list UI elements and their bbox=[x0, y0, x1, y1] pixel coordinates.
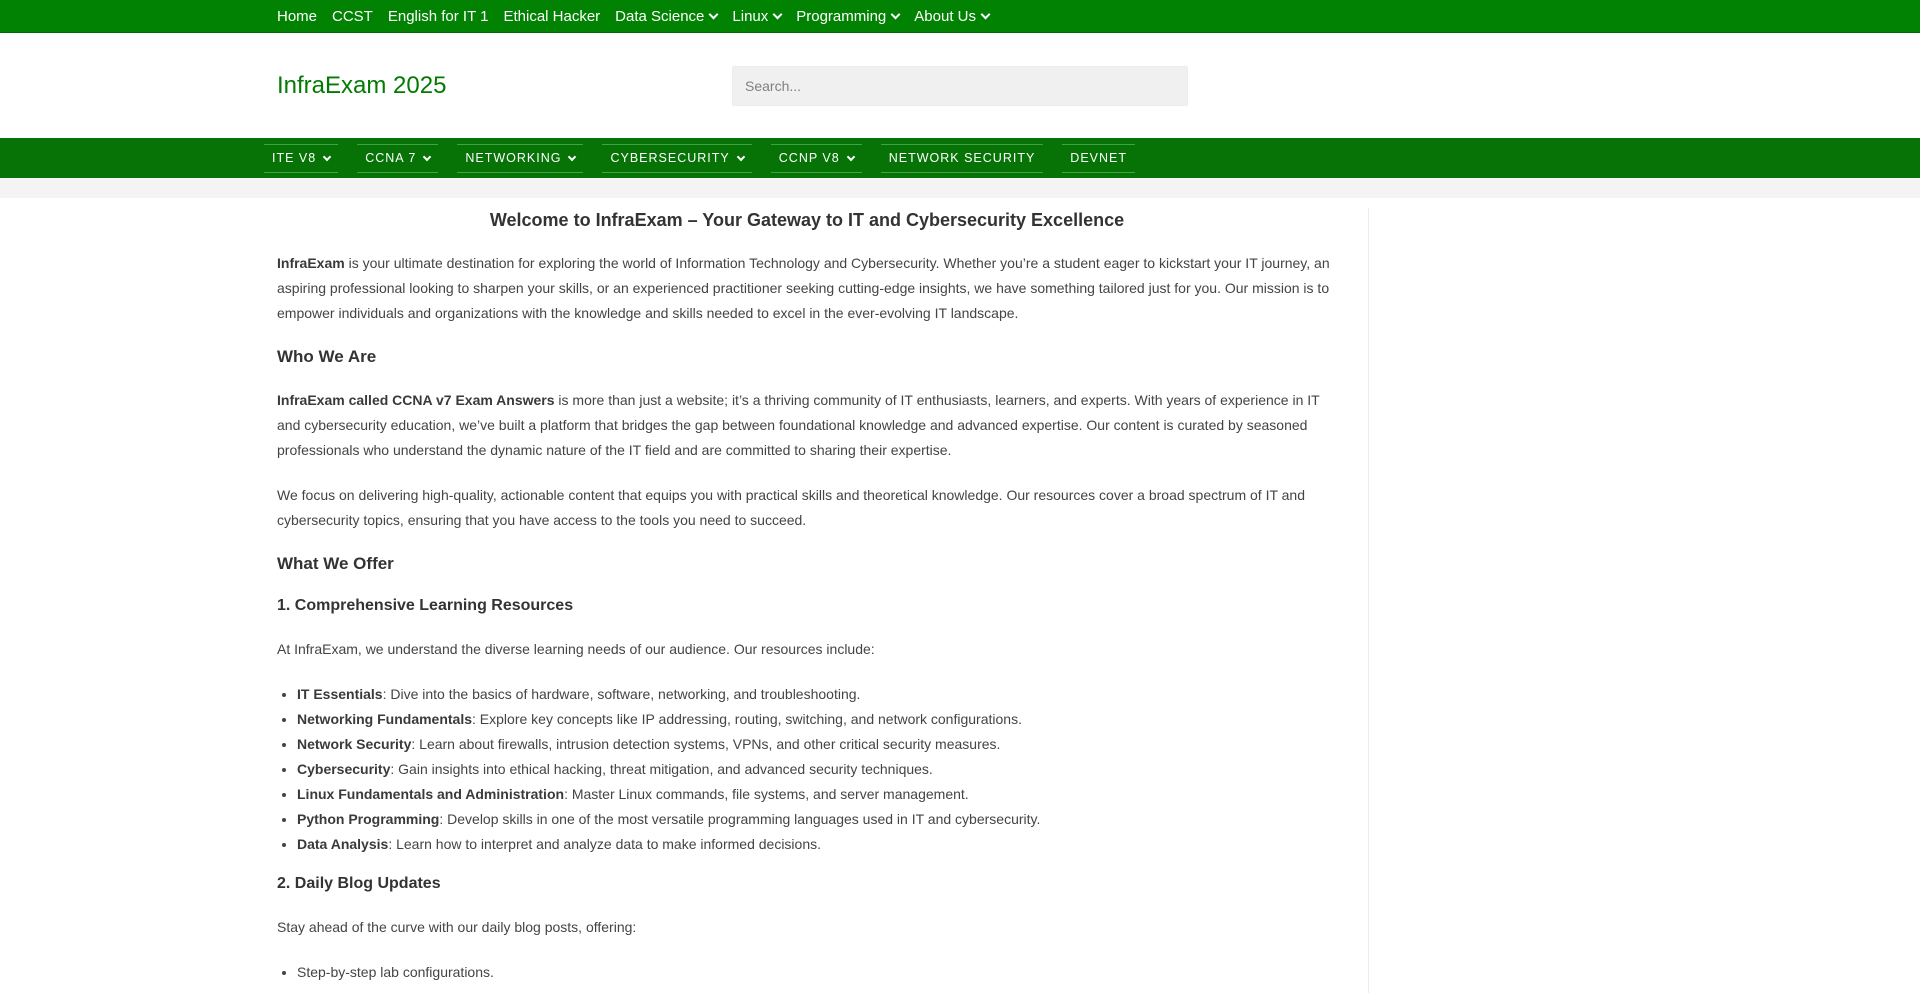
list-item bbox=[297, 782, 1337, 807]
who-we-are-paragraph-2: We focus on delivering high-quality, actionable content that equips you with practical skills and theoretical knowledge. Our resources cover a broad spectrum of IT and cybersecurity topics, ensuring that you have access to the tools you need to succeed. bbox=[277, 487, 1306, 528]
who-we-are-paragraph-1 bbox=[277, 388, 1337, 463]
site-header bbox=[0, 34, 1920, 138]
list-item-text: : Develop skills in one of the most versatile programming languages used in IT and cybersecurity. bbox=[439, 811, 1041, 827]
list-item bbox=[297, 832, 1337, 857]
list-item bbox=[297, 757, 1337, 782]
top-nav-data-science[interactable] bbox=[615, 8, 717, 25]
top-nav-about-us[interactable] bbox=[914, 8, 989, 25]
list-item-text: : Master Linux commands, file systems, and server management. bbox=[564, 786, 969, 802]
list-item-bold: IT Essentials bbox=[297, 686, 383, 702]
list-item-text: : Learn about firewalls, intrusion detection systems, VPNs, and other critical security measures. bbox=[411, 736, 1001, 752]
top-nav-label: Data Science bbox=[615, 8, 705, 25]
main-nav-label: ITE V8 bbox=[272, 151, 317, 165]
top-nav-ethical-hacker[interactable] bbox=[503, 8, 600, 25]
section-2-intro: Stay ahead of the curve with our daily blog posts, offering: bbox=[277, 919, 637, 935]
top-nav-label: Home bbox=[277, 8, 318, 25]
section-2-heading: 2. Daily Blog Updates bbox=[277, 875, 441, 892]
top-nav-english-for-it[interactable] bbox=[388, 8, 489, 25]
top-nav-linux[interactable] bbox=[732, 8, 781, 25]
main-nav-label: CCNA 7 bbox=[365, 151, 417, 165]
chevron-down-icon bbox=[737, 153, 745, 161]
who-we-are-heading: Who We Are bbox=[277, 347, 377, 366]
list-item-text: : Dive into the basics of hardware, software, networking, and troubleshooting. bbox=[382, 686, 861, 702]
main-nav-devnet[interactable] bbox=[1062, 144, 1135, 173]
list-item-text: : Learn how to interpret and analyze data to make informed decisions. bbox=[388, 836, 822, 852]
main-nav-label: CCNP V8 bbox=[778, 151, 840, 165]
list-item bbox=[297, 732, 1337, 757]
top-nav-ccst[interactable] bbox=[332, 8, 373, 25]
page-title: Welcome to InfraExam – Your Gateway to IT and Cybersecurity Excellence bbox=[489, 210, 1125, 230]
who-we-are-bold: InfraExam called CCNA v7 Exam Answers bbox=[277, 392, 555, 408]
list-item-bold: Python Programming bbox=[297, 811, 440, 827]
sidebar-divider bbox=[1368, 208, 1369, 993]
main-nav-ite-v8[interactable] bbox=[264, 144, 338, 173]
site-title[interactable]: InfraExam 2025 bbox=[277, 72, 447, 99]
top-bar bbox=[0, 0, 1920, 33]
top-nav-label: CCST bbox=[332, 8, 373, 25]
top-nav-label: Ethical Hacker bbox=[503, 8, 601, 25]
intro-bold: InfraExam bbox=[277, 255, 345, 271]
chevron-down-icon bbox=[709, 10, 719, 20]
list-item-bold: Network Security bbox=[297, 736, 412, 752]
list-item-text: : Gain insights into ethical hacking, threat mitigation, and advanced security techniques. bbox=[390, 761, 933, 777]
chevron-down-icon bbox=[891, 10, 901, 20]
top-nav-label: Programming bbox=[796, 8, 887, 25]
header-spacer-band bbox=[0, 178, 1920, 198]
top-nav-label: About Us bbox=[914, 8, 976, 25]
main-nav-label: NETWORK SECURITY bbox=[888, 151, 1036, 165]
list-item-bold: Data Analysis bbox=[297, 836, 389, 852]
chevron-down-icon bbox=[323, 153, 331, 161]
main-nav-networking[interactable] bbox=[457, 144, 583, 173]
what-we-offer-heading: What We Offer bbox=[277, 554, 394, 573]
list-item-bold: Networking Fundamentals bbox=[297, 711, 473, 727]
section-1-intro: At InfraExam, we understand the diverse learning needs of our audience. Our resources include: bbox=[277, 641, 875, 657]
article-content bbox=[277, 207, 1337, 1001]
section-1-heading: 1. Comprehensive Learning Resources bbox=[277, 597, 574, 614]
list-item bbox=[297, 807, 1337, 832]
main-nav bbox=[0, 138, 1920, 178]
main-nav-label: DEVNET bbox=[1070, 151, 1127, 165]
list-item-bold: Cybersecurity bbox=[297, 761, 391, 777]
list-item bbox=[297, 682, 1337, 707]
chevron-down-icon bbox=[981, 10, 991, 20]
chevron-down-icon bbox=[568, 153, 576, 161]
main-nav-cybersecurity[interactable] bbox=[602, 144, 751, 173]
resources-list bbox=[297, 682, 1337, 857]
who-we-are-text: is more than just a website; it’s a thriving community of IT enthusiasts, learners, and experts. With years of experience in IT and cybersecurity education, we’ve built a platform that bridges the gap between foundational knowledge and advanced expertise. Our content is curated by seasoned professionals who understand the dynamic nature of the IT field and are committed to sharing their expertise. bbox=[277, 392, 1320, 458]
main-nav-ccna-7[interactable] bbox=[357, 144, 438, 173]
search-input[interactable] bbox=[732, 66, 1188, 106]
main-nav-network-security[interactable] bbox=[881, 144, 1044, 173]
list-item bbox=[297, 707, 1337, 732]
top-nav-label: Linux bbox=[732, 8, 769, 25]
top-nav bbox=[277, 0, 1004, 33]
list-item: • Step-by-step lab configurations. bbox=[297, 960, 1337, 985]
intro-text: is your ultimate destination for exploring the world of Information Technology and Cybersecurity. Whether you’re a student eager to kickstart your IT journey, an aspiring professional looking to sharpen your skills, or an experienced practitioner seeking cutting-edge insights, we have something tailored just for you. Our mission is to empower individuals and organizations with the knowledge and skills needed to excel in the ever-evolving IT landscape. bbox=[277, 255, 1330, 321]
list-item-bold: Linux Fundamentals and Administration bbox=[297, 786, 565, 802]
main-nav-ccnp-v8[interactable] bbox=[771, 144, 862, 173]
top-nav-programming[interactable] bbox=[796, 8, 899, 25]
main-nav-label: NETWORKING bbox=[465, 151, 562, 165]
main-menu bbox=[264, 144, 1154, 173]
top-nav-home[interactable] bbox=[277, 8, 317, 25]
blog-updates-list bbox=[297, 960, 1337, 985]
chevron-down-icon bbox=[773, 10, 783, 20]
chevron-down-icon bbox=[423, 153, 431, 161]
chevron-down-icon bbox=[846, 153, 854, 161]
intro-paragraph bbox=[277, 251, 1337, 326]
top-nav-label: English for IT 1 bbox=[387, 8, 489, 25]
main-nav-label: CYBERSECURITY bbox=[610, 151, 730, 165]
list-item-text: : Explore key concepts like IP addressing, routing, switching, and network configurations. bbox=[472, 711, 1022, 727]
